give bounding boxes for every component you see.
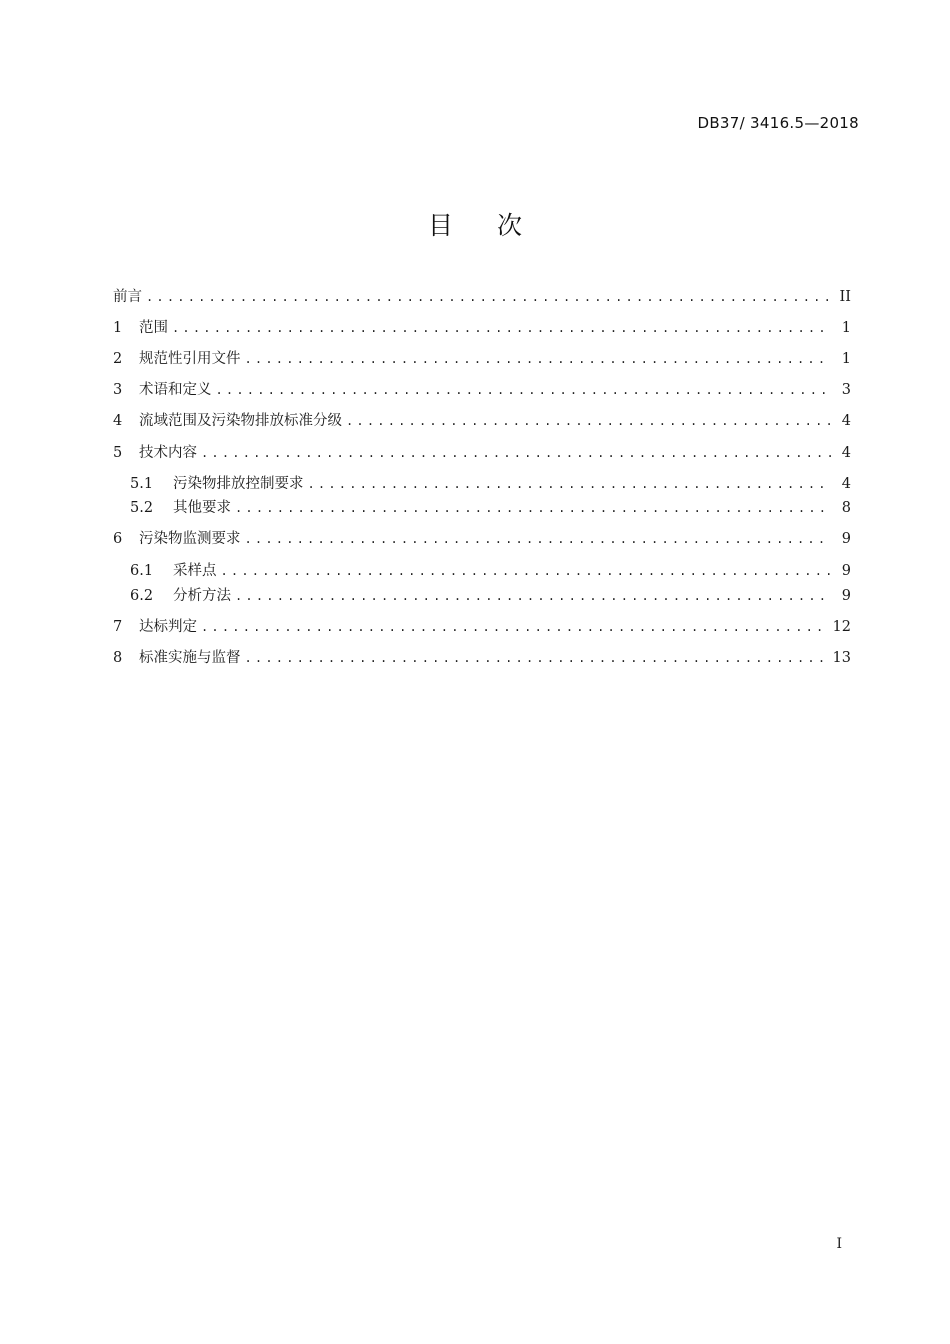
toc-leader-dots (245, 648, 827, 668)
toc-entry-page: 3 (841, 382, 851, 398)
toc-entry-page: 8 (841, 500, 851, 516)
toc-entry-number: 5 (113, 445, 123, 461)
toc-entry-number: 3 (113, 382, 123, 398)
toc-entry-5-1[interactable] (130, 474, 851, 494)
toc-entry-6[interactable] (113, 529, 851, 549)
toc-entry-number: 6.2 (130, 588, 154, 604)
toc-entry-foreword[interactable] (113, 287, 851, 307)
toc-entry-2[interactable] (113, 349, 851, 369)
toc-entry-label: 流域范围及污染物排放标准分级 (139, 413, 342, 429)
toc-entry-label: 范围 (139, 320, 168, 336)
toc-entry-label: 技术内容 (139, 445, 197, 461)
toc-leader-dots (245, 529, 832, 549)
toc-leader-dots (146, 287, 831, 307)
toc-leader-dots (201, 443, 831, 463)
toc-leader-dots (172, 318, 831, 338)
toc-entry-number: 6 (113, 531, 123, 547)
toc-entry-number: 1 (113, 320, 123, 336)
toc-entry-label: 规范性引用文件 (139, 351, 241, 367)
toc-leader-dots (201, 617, 827, 637)
toc-entry-8[interactable] (113, 648, 851, 668)
toc-entry-label: 污染物排放控制要求 (173, 476, 304, 492)
toc-entry-label: 标准实施与监督 (139, 650, 241, 666)
toc-title: 目次 (427, 211, 566, 240)
toc-entry-number: 7 (113, 619, 123, 635)
toc-entry-page: 9 (841, 588, 851, 604)
toc-entry-number: 5.2 (130, 500, 154, 516)
toc-entry-page: 1 (841, 320, 851, 336)
toc-entry-label: 分析方法 (173, 588, 231, 604)
toc-entry-number: 5.1 (130, 476, 154, 492)
toc-entry-label: 其他要求 (173, 500, 231, 516)
toc-entry-5[interactable] (113, 443, 851, 463)
toc-entry-label: 达标判定 (139, 619, 197, 635)
toc-entry-page: 4 (841, 413, 851, 429)
toc-entry-page: 4 (841, 445, 851, 461)
toc-entry-number: 8 (113, 650, 123, 666)
toc-entry-page: 9 (841, 563, 851, 579)
toc-entry-page: 1 (841, 351, 851, 367)
toc-entry-page: 12 (832, 619, 851, 635)
toc-entry-5-2[interactable] (130, 498, 851, 518)
toc-entry-page: 13 (832, 650, 851, 666)
toc-leader-dots (245, 349, 832, 369)
page-number: I (836, 1236, 842, 1252)
toc-leader-dots (221, 561, 832, 581)
toc-leader-dots (346, 411, 831, 431)
toc-leader-dots (308, 474, 832, 494)
toc-entry-7[interactable] (113, 617, 851, 637)
toc-entry-number: 2 (113, 351, 123, 367)
toc-entry-number: 4 (113, 413, 123, 429)
toc-entry-label: 采样点 (173, 563, 217, 579)
toc-entry-label: 术语和定义 (139, 382, 212, 398)
toc-entry-page: 9 (841, 531, 851, 547)
toc-entry-1[interactable] (113, 318, 851, 338)
standard-code: DB37/ 3416.5—2018 (697, 114, 859, 132)
toc-entry-6-1[interactable] (130, 561, 851, 581)
toc-entry-number: 6.1 (130, 563, 154, 579)
toc-entry-4[interactable] (113, 411, 851, 431)
toc-leader-dots (216, 380, 832, 400)
toc-leader-dots (235, 498, 831, 518)
toc-entry-page: 4 (841, 476, 851, 492)
toc-entry-page: II (839, 289, 851, 305)
toc-entry-6-2[interactable] (130, 586, 851, 606)
toc-entry-label: 污染物监测要求 (139, 531, 241, 547)
toc-entry-label: 前言 (113, 289, 142, 305)
toc-leader-dots (235, 586, 831, 606)
toc-entry-3[interactable] (113, 380, 851, 400)
